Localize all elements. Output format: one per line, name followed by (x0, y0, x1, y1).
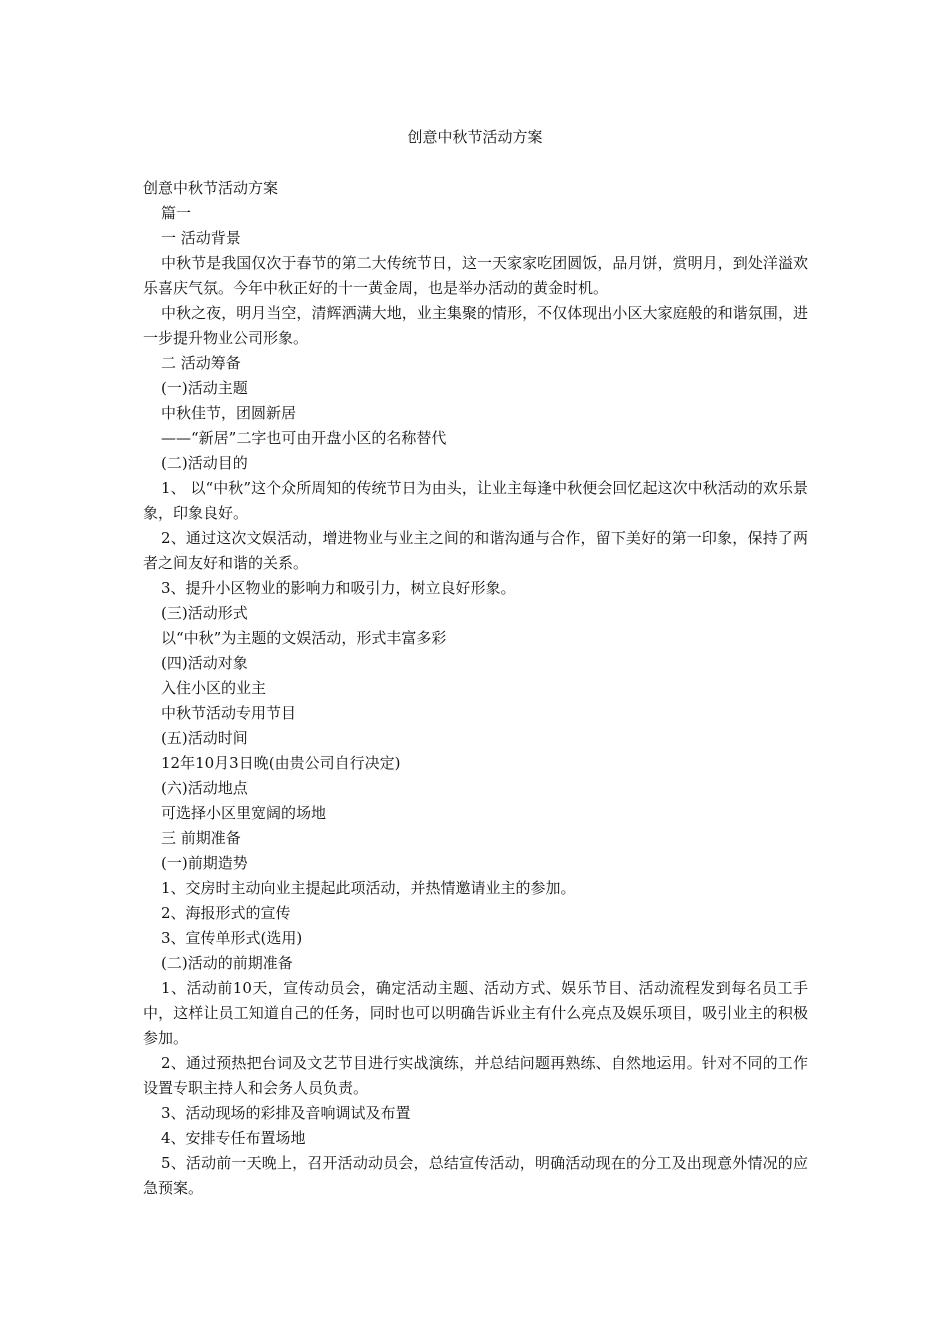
list-item: 3、提升小区物业的影响力和吸引力，树立良好形象。 (161, 579, 516, 597)
text-line: 入住小区的业主 (161, 679, 267, 697)
section-heading-prep-work: 三 前期准备 (161, 829, 241, 847)
list-item: 3、活动现场的彩排及音响调试及布置 (161, 1104, 411, 1122)
list-paragraph: 2、通过这次文娱活动，增进物业与业主之间的和谐沟通与合作，留下美好的第一印象，保持了两者之间友好和谐的关系。 (143, 529, 808, 572)
list-paragraph: 1、 以“中秋”这个众所周知的传统节日为由头，让业主每逢中秋便会回忆起这次中秋活动的欢乐景象，印象良好。 (143, 479, 808, 522)
list-paragraph: 2、通过预热把台词及文艺节目进行实战演练，并总结问题再熟练、自然地运用。针对不同的工作设置专职主持人和会务人员负责。 (143, 1054, 808, 1097)
subsection-heading: (二)活动的前期准备 (161, 954, 293, 972)
text-line: ——“新居”二字也可由开盘小区的名称替代 (161, 429, 447, 447)
page-title: 创意中秋节活动方案 (407, 128, 543, 146)
body-heading: 创意中秋节活动方案 (143, 179, 279, 197)
text-line: 中秋佳节，团圆新居 (161, 404, 297, 422)
section-label: 篇一 (161, 204, 192, 222)
list-item: 3、宣传单形式(选用) (161, 929, 303, 947)
list-paragraph: 1、活动前10天，宣传动员会，确定活动主题、活动方式、娱乐节目、活动流程发到每名员工手中，这样让员工知道自己的任务，同时也可以明确告诉业主有什么亮点及娱乐项目，吸引业主的积极参加。 (143, 979, 808, 1047)
text-line: 12年10月3日晚(由贵公司自行决定) (161, 754, 401, 772)
list-item: 4、安排专任布置场地 (161, 1129, 306, 1147)
subsection-heading: (四)活动对象 (161, 654, 248, 672)
list-item: 2、海报形式的宣传 (161, 904, 291, 922)
subsection-heading: (五)活动时间 (161, 729, 248, 747)
document-body (143, 176, 808, 1201)
section-heading-preparation: 二 活动筹备 (161, 354, 241, 372)
section-heading-background: 一 活动背景 (161, 229, 241, 247)
subsection-heading: (六)活动地点 (161, 779, 248, 797)
text-line: 可选择小区里宽阔的场地 (161, 804, 327, 822)
text-line: 中秋节活动专用节目 (161, 704, 297, 722)
paragraph: 中秋节是我国仅次于春节的第二大传统节日，这一天家家吃团圆饭，品月饼，赏明月，到处洋溢欢乐喜庆气氛。今年中秋正好的十一黄金周，也是举办活动的黄金时机。 (143, 254, 808, 297)
subsection-heading: (一)前期造势 (161, 854, 248, 872)
paragraph: 中秋之夜，明月当空，清辉洒满大地，业主集聚的情形，不仅体现出小区大家庭般的和谐氛围，进一步提升物业公司形象。 (143, 304, 808, 347)
list-paragraph: 5、活动前一天晚上，召开活动动员会，总结宣传活动，明确活动现在的分工及出现意外情况的应急预案。 (143, 1154, 808, 1197)
list-item: 1、交房时主动向业主提起此项活动，并热情邀请业主的参加。 (161, 879, 576, 897)
subsection-heading: (三)活动形式 (161, 604, 248, 622)
subsection-heading: (二)活动目的 (161, 454, 248, 472)
subsection-heading: (一)活动主题 (161, 379, 248, 397)
text-line: 以“中秋”为主题的文娱活动，形式丰富多彩 (161, 629, 447, 647)
